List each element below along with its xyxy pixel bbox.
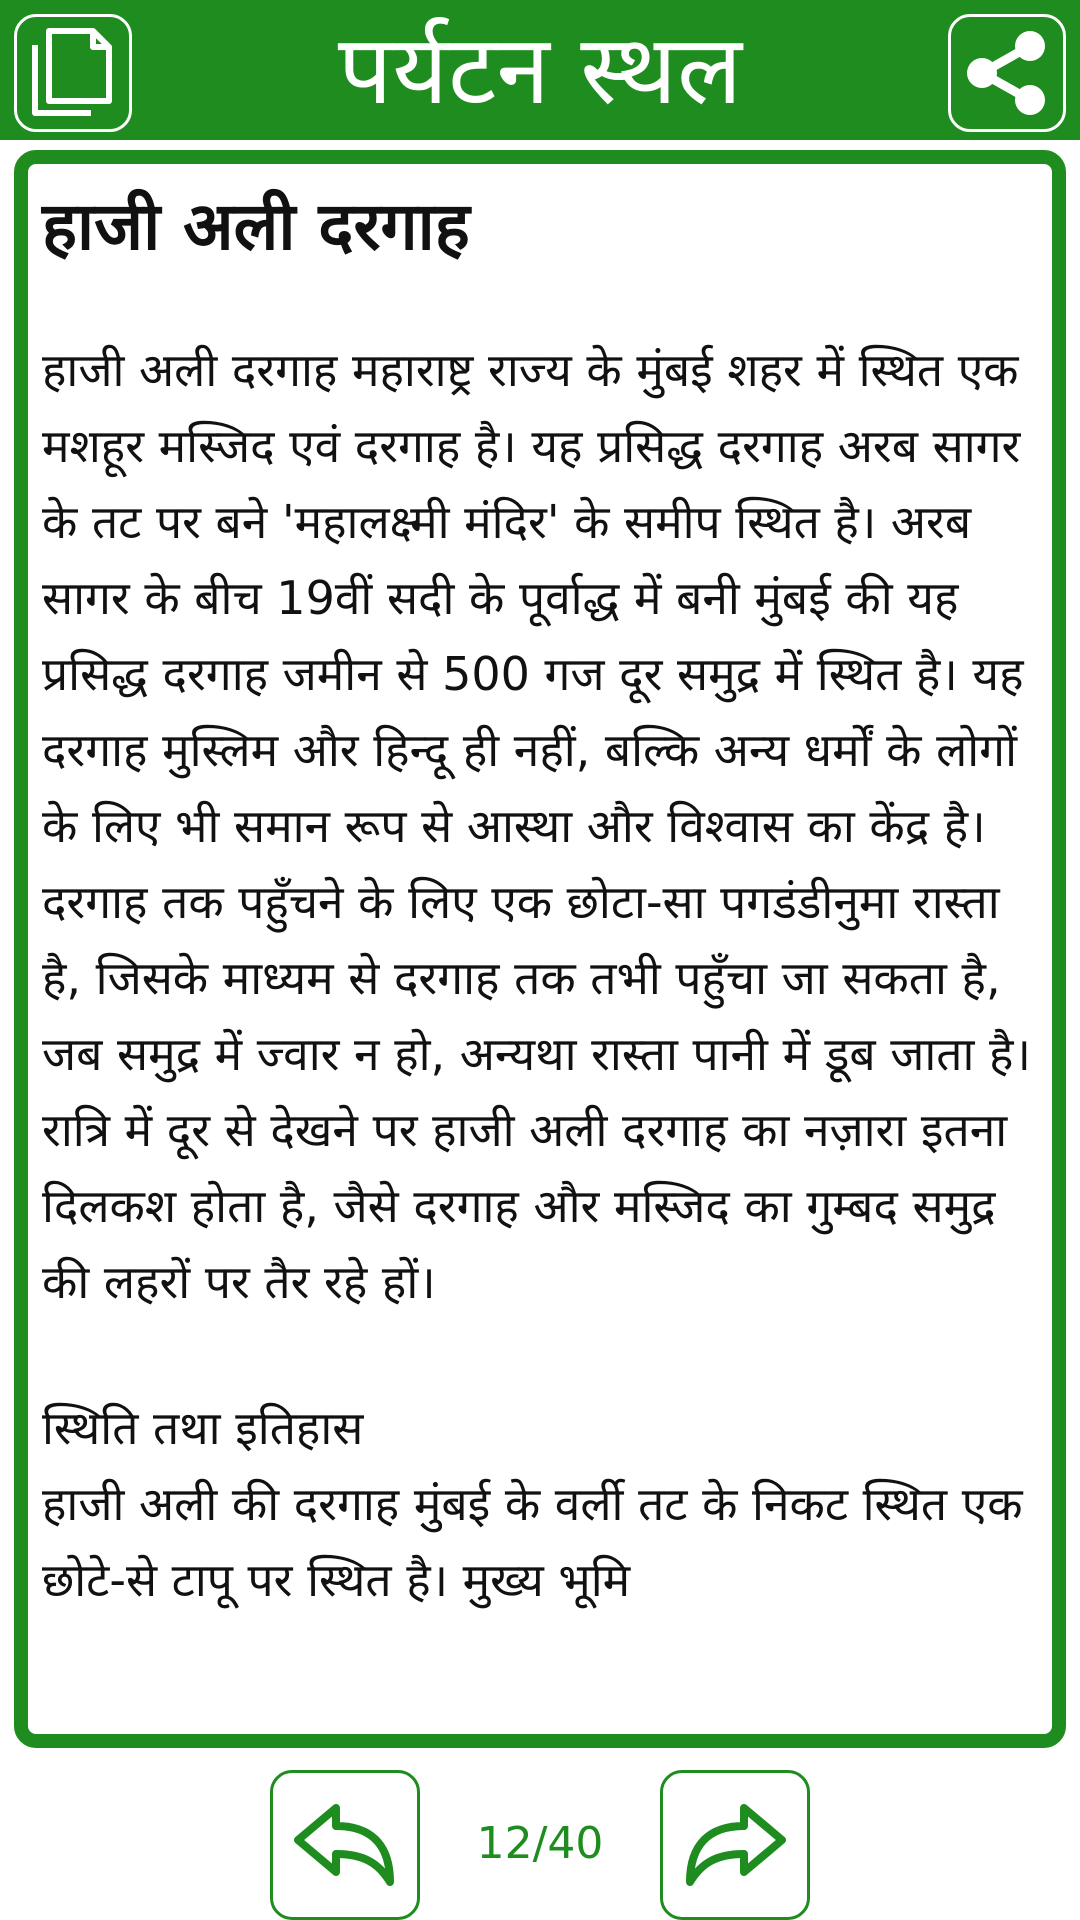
copy-icon [29, 27, 117, 119]
article-title: हाजी अली दरगाह [42, 188, 470, 265]
copy-button[interactable] [14, 14, 132, 132]
app-title: पर्यटन स्थल [337, 14, 743, 126]
article-paragraph: हाजी अली दरगाह महाराष्ट्र राज्य के मुंबई शहर में स्थित एक मशहूर मस्जिद एवं दरगाह है। यह प्रसिद्ध दरगाह अरब सागर के तट पर बने 'महालक्ष्मी मंदिर' के समीप स्थित है। अरब सागर के बीच 19वीं सदी के पूर्वाद्ध में बनी मुंबई की यह प्रसिद्ध दरगाह जमीन से 500 गज दूर समुद्र में स्थित है। यह दरगाह मुस्लिम और हिन्दू ही नहीं, बल्कि अन्य धर्मों के लोगों के लिए भी समान रूप से आस्था और विश्वास का केंद्र है। दरगाह तक पहुँचने के लिए एक छोटा-सा पगडंडीनुमा रास्ता है, जिसके माध्यम से दरगाह तक तभी पहुँचा जा सकता है, जब समुद्र में ज्वार न हो, अन्यथा रास्ता पानी में डूब जाता है। रात्रि में दूर से देखने पर हाजी अली दरगाह का नज़ारा इतना दिलकश होता है, जैसे दरगाह और मस्जिद का गुम्बद समुद्र की लहरों पर तैर रहे हों। [42, 343, 1031, 1309]
article-body [28, 164, 1052, 1618]
bottom-navigation [0, 1748, 1080, 1920]
top-bar [0, 0, 1080, 140]
share-button[interactable] [948, 14, 1066, 132]
article-paragraph: हाजी अली की दरगाह मुंबई के वर्ली तट के निकट स्थित एक छोटे-से टापू पर स्थित है। मुख्य भूमि [42, 1477, 1023, 1607]
section-heading: स्थिति तथा इतिहास [42, 1401, 364, 1455]
share-icon [962, 28, 1052, 118]
back-arrow-icon [290, 1800, 400, 1890]
page-counter: 12/40 [476, 1818, 604, 1869]
next-button[interactable] [660, 1770, 810, 1920]
previous-button[interactable] [270, 1770, 420, 1920]
article-frame[interactable] [14, 150, 1066, 1748]
forward-arrow-icon [680, 1800, 790, 1890]
